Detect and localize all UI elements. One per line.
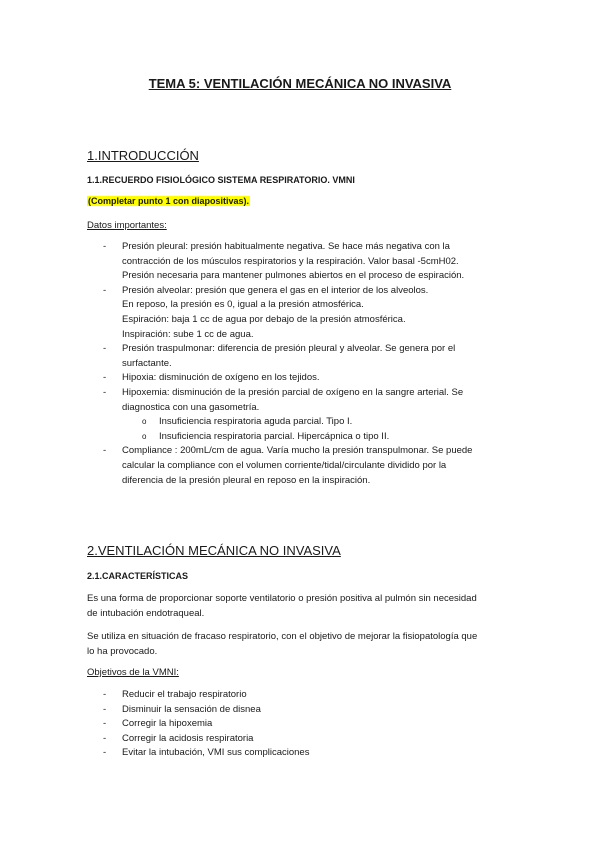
list-item [87,444,517,488]
list-item-line: Inspiración: sube 1 cc de agua. [122,328,254,340]
circle-bullet: o [142,417,147,427]
list-item [87,703,517,718]
list-item [87,732,517,747]
list-item-text: Corregir la hipoxemia [122,718,213,730]
paragraph-line: de intubación endotraqueal. [87,608,205,619]
sub-list-item-text: Insuficiencia respiratoria aguda parcial. Tipo I. [159,416,353,428]
objetivos-list [87,688,517,761]
datos-importantes-label: Datos importantes: [87,220,167,231]
dash-bullet: - [103,445,107,457]
list-item-line: Presión pleural: presión habitualmente negativa. Se hace más negativa con la [122,241,450,252]
list-item-line: Hipoxemia: disminución de la presión parcial de oxígeno en la sangre arterial. Se [122,386,464,398]
circle-bullet: o [142,431,147,441]
dash-bullet: - [103,703,107,715]
paragraph-line: Se utiliza en situación de fracaso respiratorio, con el objetivo de mejorar la fisiopatología que [87,631,478,642]
list-item [87,342,517,371]
list-item-text: Corregir la acidosis respiratoria [122,732,254,744]
section1-heading: 1.INTRODUCCIÓN [87,148,199,163]
list-item [87,688,517,703]
list-item-text: Reducir el trabajo respiratorio [122,689,247,700]
list-item-line: diferencia de la presión pleural en reposo en la inspiración. [122,474,371,486]
list-item-line: Presión alveolar: presión que genera el gas en el interior de los alveolos. [122,284,429,296]
section2-subheading: 2.1.CARACTERÍSTICAS [87,571,189,581]
list-item [87,746,517,761]
list-item-line: contracción de los músculos respiratorios y la respiración. Valor basal -5cmH02. [122,255,459,267]
list-item-line: Presión necesaria para mantener pulmones abiertos en el proceso de espiración. [122,270,465,282]
dash-bullet: - [103,732,107,744]
list-item-line: En reposo, la presión es 0, igual a la presión atmosférica. [122,299,364,311]
list-item [87,386,517,444]
list-item [87,240,517,284]
dash-bullet: - [103,343,107,355]
list-item-line: diagnostica con una gasometría. [122,401,260,413]
sub-list-item [122,415,517,430]
sub-list [122,415,517,444]
list-item-text: Disminuir la sensación de disnea [122,703,261,715]
dash-bullet: - [103,747,107,759]
dash-bullet: - [103,372,107,384]
list-item-line: Hipoxia: disminución de oxígeno en los tejidos. [122,372,320,384]
objetivos-label: Objetivos de la VMNI: [87,667,179,678]
dash-bullet: - [103,241,107,252]
paragraph [87,591,517,621]
dash-bullet: - [103,386,107,398]
list-item-line: Presión traspulmonar: diferencia de presión pleural y alveolar. Se genera por el [122,343,456,355]
list-item-line: Compliance : 200mL/cm de agua. Varía mucho la presión transpulmonar. Se puede [122,445,473,457]
dash-bullet: - [103,284,107,296]
sub-list-item [122,430,517,445]
list-item-line: surfactante. [122,357,172,369]
dash-bullet: - [103,718,107,730]
highlighted-note: (Completar punto 1 con diapositivas). [88,196,250,206]
datos-list [87,240,517,488]
document-title: TEMA 5: VENTILACIÓN MECÁNICA NO INVASIVA [148,76,452,91]
dash-bullet: - [103,689,107,700]
sub-list-item-text: Insuficiencia respiratoria parcial. Hipercápnica o tipo II. [159,430,390,442]
paragraph-line: Es una forma de proporcionar soporte ventilatorio o presión positiva al pulmón sin necesidad [87,593,477,604]
paragraph-line: lo ha provocado. [87,646,158,657]
list-item [87,284,517,342]
list-item [87,371,517,386]
list-item-line: calcular la compliance con el volumen corriente/tidal/circulante dividido por la [122,459,447,471]
list-item [87,717,517,732]
list-item-line: Espiración: baja 1 cc de agua por debajo de la presión atmosférica. [122,313,406,325]
section1-subheading: 1.1.RECUERDO FISIOLÓGICO SISTEMA RESPIRATORIO. VMNI [87,175,355,185]
section2-heading: 2.VENTILACIÓN MECÁNICA NO INVASIVA [87,543,341,558]
paragraph [87,629,517,659]
list-item-text: Evitar la intubación, VMI sus complicaciones [122,747,310,759]
